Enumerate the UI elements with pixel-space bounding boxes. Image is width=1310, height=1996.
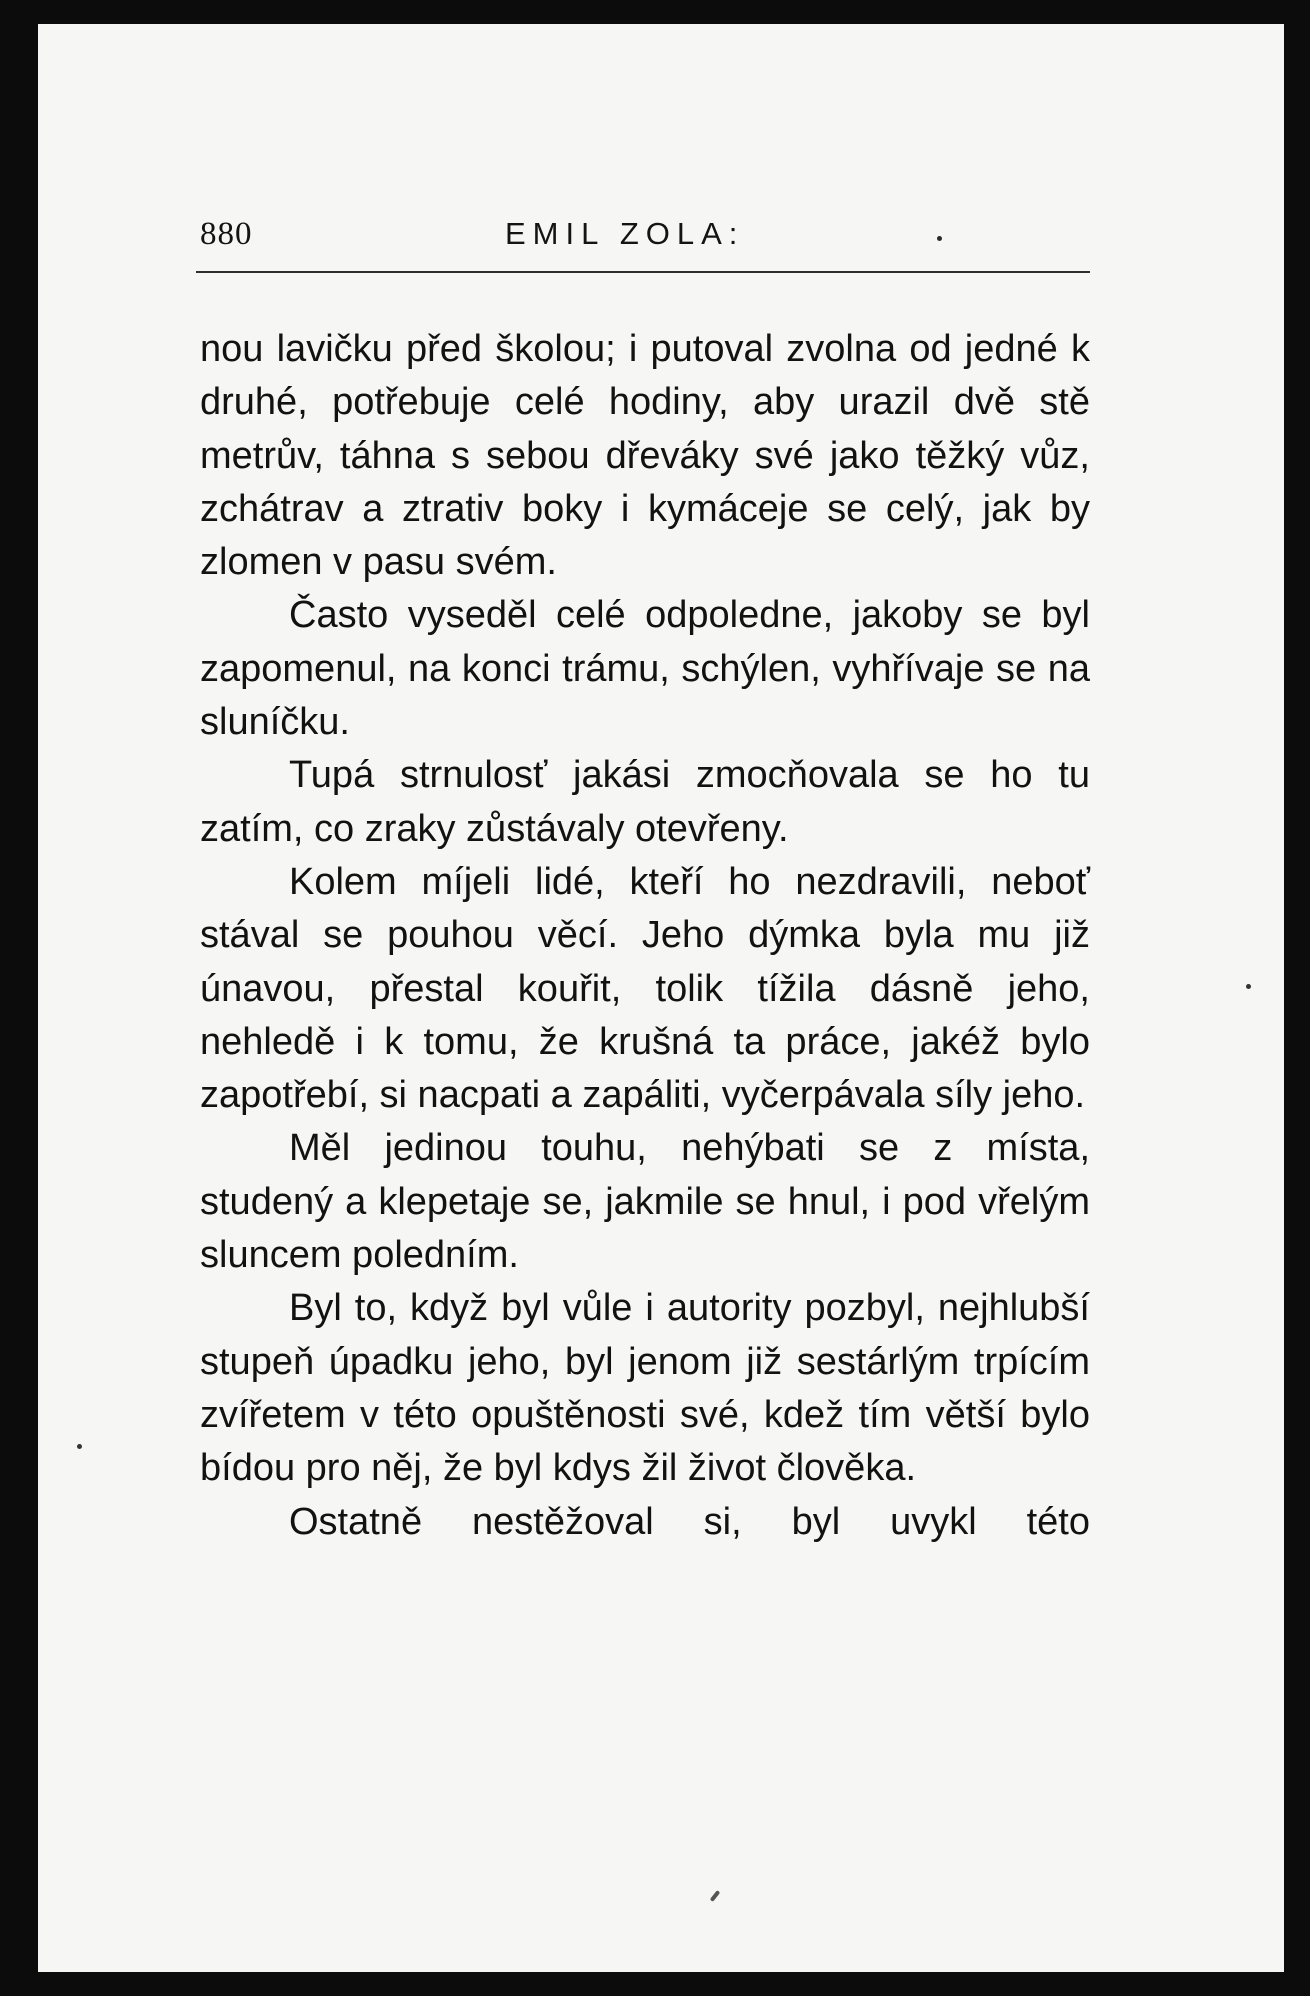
header-dot [937,236,942,241]
scan-speck [1246,984,1251,989]
header-rule [196,271,1090,273]
paragraph-4: Kolem míjeli lidé, kteří ho nezdravili, neboť stával se pouhou věcí. Jeho dýmka byla mu již únavou, přestal kouřit, tolik tížila dásně jeho, nehledě i k tomu, že krušná ta práce, jakéž bylo zapotřebí, si nacpati a zapáliti, vyčerpávala síly jeho. [200,860,1090,1117]
paragraph-7: Ostatně nestěžoval si, byl uvykl této [289,1500,1090,1543]
scan-mark [710,1890,721,1902]
paragraph-2: Často vyseděl celé odpoledne, jakoby se byl zapomenul, na konci trámu, schýlen, vyhřívaje se na sluníčku. [200,594,1090,744]
scan-speck [77,1444,82,1449]
paragraph-1: nou lavičku před školou; i putoval zvolna od jedné k druhé, potřebuje celé hodiny, aby urazil dvě stě metrův, táhna s sebou dřeváky své jako těžký vůz, zchátrav a ztrativ boky i kymáceje se celý, jak by zlomen v pasu svém. [200,328,1090,584]
paragraph-3: Tupá strnulosť jakási zmocňovala se ho tu zatím, co zraky zůstávaly otevřeny. [200,754,1090,850]
page-header [200,196,1090,260]
paragraph-6: Byl to, když byl vůle i autority pozbyl, nejhlubší stupeň úpadku jeho, byl jenom již sestárlým trpícím zvířetem v této opuštěnosti své, kdež tím větší bylo bídou pro něj, že byl kdys žil život člověka. [200,1287,1090,1490]
running-head: EMIL ZOLA: [505,216,745,251]
paragraph-5: Měl jedinou touhu, nehýbati se z místa, studený a klepetaje se, jakmile se hnul, i pod vřelým sluncem poledním. [200,1127,1090,1277]
page-number: 880 [200,216,253,252]
body-text [200,323,1090,1549]
